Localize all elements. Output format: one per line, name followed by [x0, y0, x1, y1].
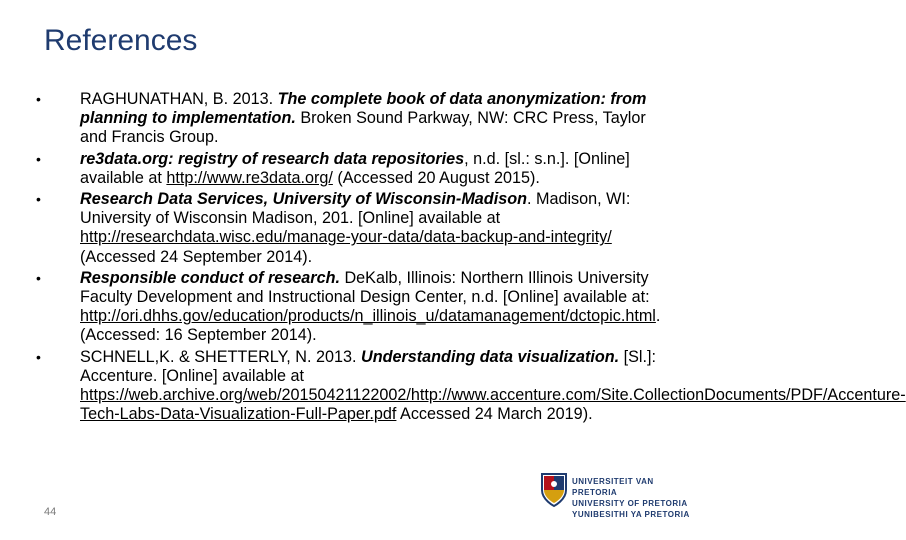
bullet: • [36, 191, 41, 208]
logo-line: UNIVERSITEIT VAN PRETORIA [572, 477, 654, 497]
reference-text: Accessed 24 March 2019). [396, 405, 593, 424]
reference-text: Broken Sound Parkway, NW: CRC Press, Taylor and Francis Group. [80, 109, 646, 147]
reference-item [36, 90, 676, 148]
reference-item [36, 347, 906, 425]
reference-text: DeKalb, Illinois: Northern Illinois University Faculty Development and Instructional Design Center, n.d. [Online] available at: [80, 268, 650, 307]
reference-list [36, 90, 906, 426]
reference-title: The complete book of data anonymization: from planning to implementation. [80, 90, 647, 128]
reference-link[interactable]: https://web.archive.org/web/20150421122002/http://www.accenture.com/Site.CollectionDocuments/PDF/Accenture-Tech-Labs-Data-Visualization-Full-Paper.pdf [80, 386, 906, 424]
page-number: 44 [44, 506, 57, 518]
reference-item [36, 150, 676, 188]
reference-title: Research Data Services, University of Wisconsin-Madison [80, 190, 527, 209]
reference-title: Responsible conduct of research. [80, 268, 340, 287]
reference-item [36, 269, 676, 346]
reference-text: (Accessed 20 August 2015). [332, 168, 540, 187]
bullet: • [36, 150, 41, 167]
university-logo [540, 468, 690, 528]
logo-wordmark [572, 476, 690, 520]
reference-link[interactable]: http://researchdata.wisc.edu/manage-your-data/data-backup-and-integrity/ [80, 228, 612, 247]
slide-title: References [44, 24, 198, 57]
reference-text: RAGHUNATHAN, B. 2013. [80, 90, 278, 108]
crest-icon [540, 472, 568, 508]
reference-item [36, 190, 676, 267]
reference-text: . (Accessed: 16 September 2014). [80, 307, 661, 345]
reference-text: (Accessed 24 September 2014). [80, 247, 313, 266]
reference-title: re3data.org: registry of research data repositories [80, 149, 465, 168]
bullet: • [36, 269, 41, 286]
reference-link[interactable]: http://ori.dhhs.gov/education/products/n_illinois_u/datamanagement/dctopic.html [80, 307, 656, 326]
reference-text: SCHNELL,K. & SHETTERLY, N. 2013. [80, 347, 361, 366]
reference-text: [Sl.]: Accenture. [Online] available at [80, 347, 657, 385]
reference-text: , n.d. [sl.: s.n.]. [Online] available at [80, 149, 630, 187]
reference-title: Understanding data visualization. [361, 347, 620, 366]
logo-line: UNIVERSITY OF PRETORIA [572, 499, 688, 508]
bullet: • [36, 348, 41, 365]
reference-text: . Madison, WI: University of Wisconsin Madison, 201. [Online] available at [80, 190, 631, 228]
bullet: • [36, 91, 41, 107]
reference-link[interactable]: http://www.re3data.org/ [166, 168, 333, 187]
logo-line: YUNIBESITHI YA PRETORIA [572, 510, 690, 519]
